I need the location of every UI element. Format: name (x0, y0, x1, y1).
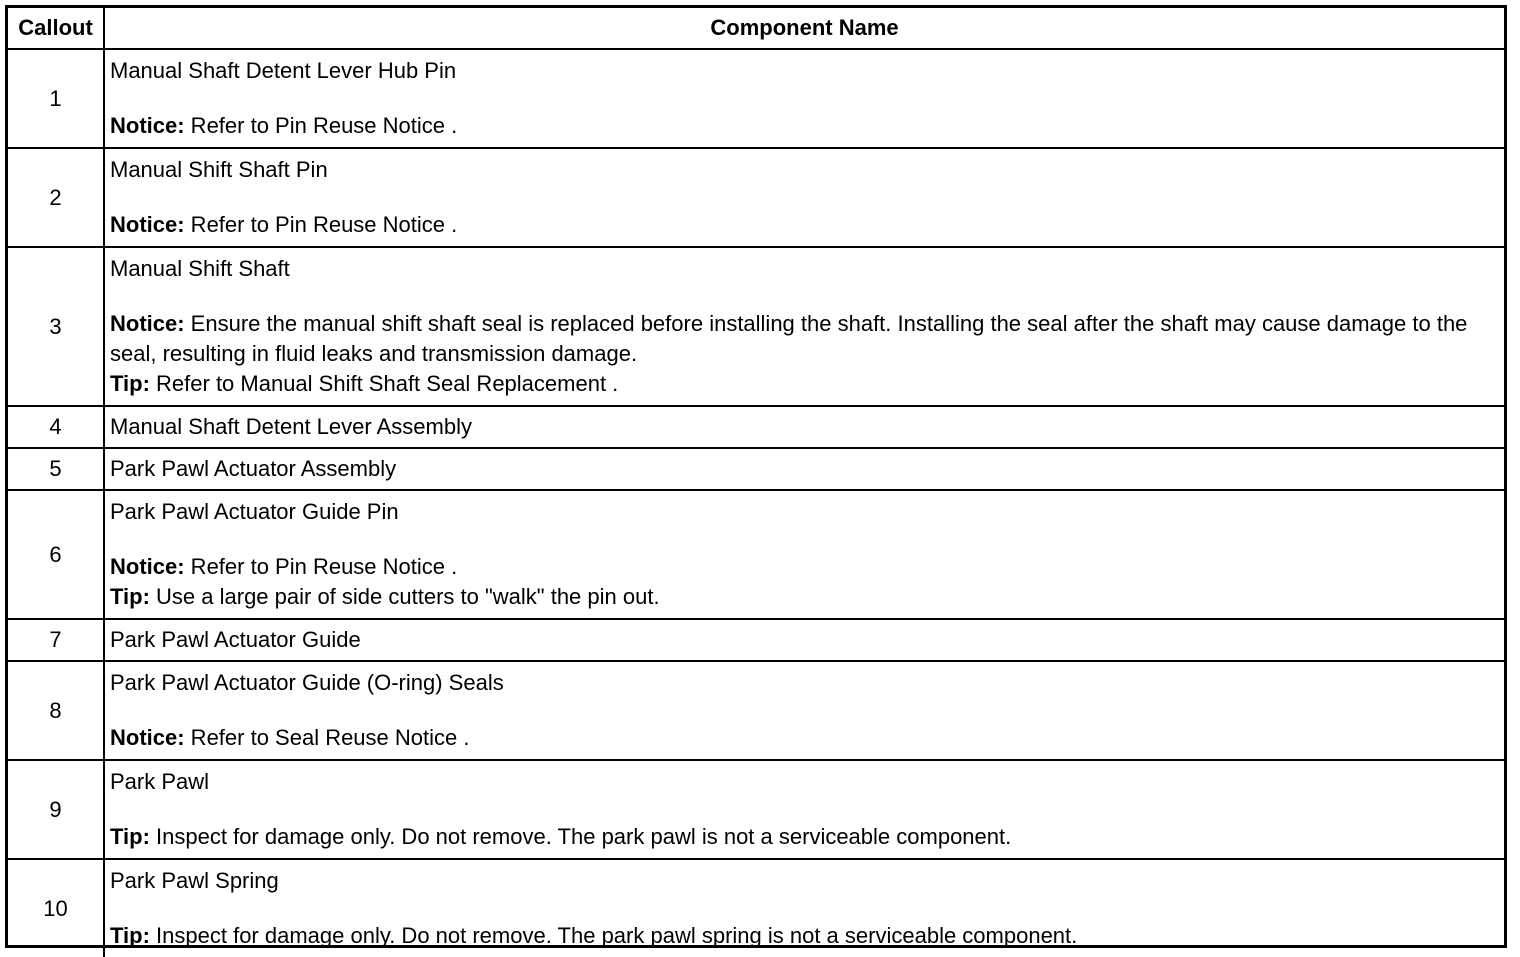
callout-number: 4 (8, 406, 104, 448)
component-table (8, 8, 1504, 957)
table-row (8, 49, 1504, 148)
component-name: Manual Shaft Detent Lever Assembly (110, 414, 472, 439)
spacer (110, 797, 1499, 822)
note-label: Notice: (110, 311, 185, 336)
component-table-frame (5, 5, 1507, 948)
table-row (8, 490, 1504, 619)
spacer (110, 698, 1499, 723)
table-row (8, 760, 1504, 859)
table-row (8, 247, 1504, 406)
component-note (110, 552, 1499, 582)
note-text: Refer to Manual Shift Shaft Seal Replacement . (149, 371, 619, 396)
component-name: Park Pawl Actuator Guide (O-ring) Seals (110, 670, 504, 695)
table-header-row (8, 8, 1504, 49)
table-row (8, 661, 1504, 760)
table-row (8, 148, 1504, 247)
callout-number: 8 (8, 661, 104, 760)
note-label: Tip: (110, 923, 150, 948)
component-cell (104, 406, 1504, 448)
component-note (110, 309, 1499, 369)
spacer (110, 527, 1499, 552)
note-label: Notice: (110, 725, 185, 750)
component-name: Manual Shift Shaft (110, 256, 290, 281)
component-note (110, 723, 1499, 753)
component-name: Manual Shaft Detent Lever Hub Pin (110, 58, 457, 83)
component-cell (104, 661, 1504, 760)
table-row (8, 619, 1504, 661)
callout-number: 3 (8, 247, 104, 406)
note-text: Ensure the manual shift shaft seal is replaced before installing the shaft. Installing the seal after the shaft may cause damage to the seal, resulting in fluid leaks and transmission damage. (110, 311, 1468, 366)
callout-number: 2 (8, 148, 104, 247)
component-cell (104, 859, 1504, 957)
component-name-column-header: Component Name (104, 8, 1504, 49)
note-label: Tip: (110, 584, 150, 609)
component-cell (104, 619, 1504, 661)
component-name: Manual Shift Shaft Pin (110, 157, 328, 182)
component-note (110, 111, 1499, 141)
table-row (8, 859, 1504, 957)
table-row (8, 448, 1504, 490)
component-name: Park Pawl Actuator Guide (110, 627, 361, 652)
component-name: Park Pawl (110, 769, 210, 794)
spacer (110, 284, 1499, 309)
component-cell (104, 760, 1504, 859)
callout-number: 6 (8, 490, 104, 619)
note-label: Tip: (110, 371, 150, 396)
note-text: Refer to Pin Reuse Notice . (184, 212, 458, 237)
spacer (110, 185, 1499, 210)
component-note (110, 582, 1499, 612)
component-name: Park Pawl Actuator Guide Pin (110, 499, 399, 524)
component-cell (104, 148, 1504, 247)
note-label: Notice: (110, 113, 185, 138)
note-text: Refer to Seal Reuse Notice . (184, 725, 470, 750)
component-note (110, 210, 1499, 240)
component-note (110, 369, 1499, 399)
note-text: Refer to Pin Reuse Notice . (184, 554, 458, 579)
component-cell (104, 448, 1504, 490)
callout-number: 1 (8, 49, 104, 148)
component-cell (104, 49, 1504, 148)
component-cell (104, 247, 1504, 406)
spacer (110, 86, 1499, 111)
spacer (110, 896, 1499, 921)
callout-number: 9 (8, 760, 104, 859)
callout-number: 5 (8, 448, 104, 490)
callout-number: 7 (8, 619, 104, 661)
note-text: Refer to Pin Reuse Notice . (184, 113, 458, 138)
callout-number: 10 (8, 859, 104, 957)
note-text: Inspect for damage only. Do not remove. The park pawl spring is not a serviceable component. (149, 923, 1078, 948)
note-text: Use a large pair of side cutters to "walk" the pin out. (149, 584, 660, 609)
callout-column-header: Callout (8, 8, 104, 49)
component-name: Park Pawl Spring (110, 868, 279, 893)
note-label: Tip: (110, 824, 150, 849)
component-note (110, 921, 1499, 951)
note-text: Inspect for damage only. Do not remove. The park pawl is not a serviceable component. (149, 824, 1012, 849)
note-label: Notice: (110, 212, 185, 237)
table-row (8, 406, 1504, 448)
component-cell (104, 490, 1504, 619)
note-label: Notice: (110, 554, 185, 579)
component-name: Park Pawl Actuator Assembly (110, 456, 397, 481)
component-note (110, 822, 1499, 852)
